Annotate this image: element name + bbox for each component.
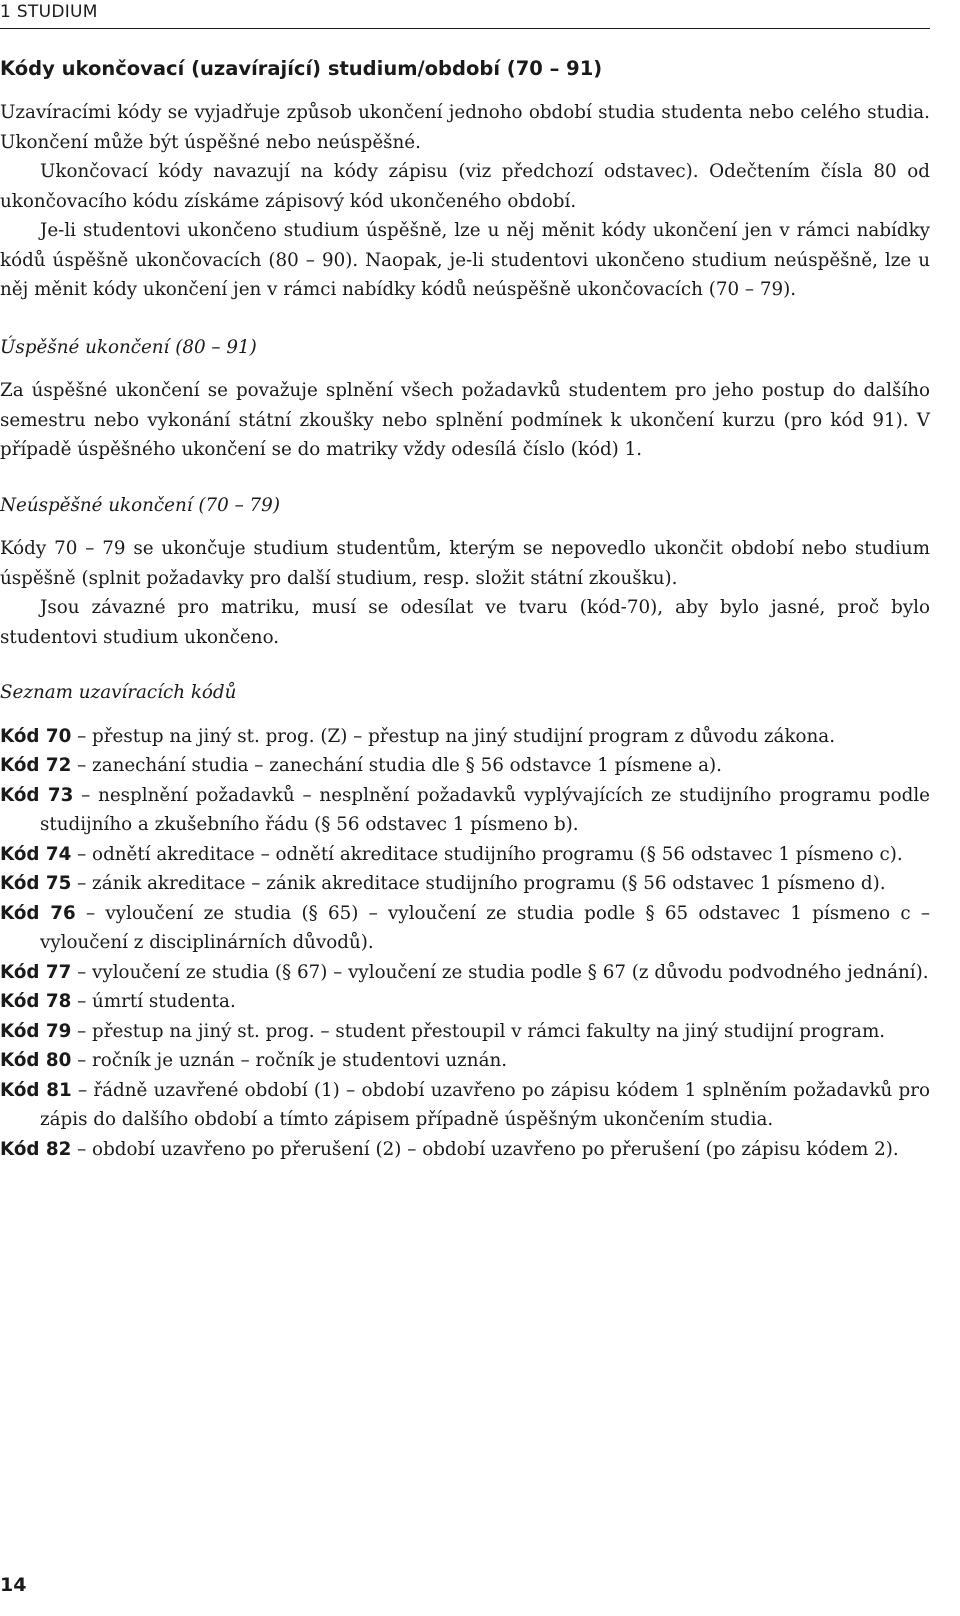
code-label: Kód 80 [0,1050,72,1071]
code-description: – vyloučení ze studia (§ 67) – vyloučení ze studia podle § 67 (z důvodu podvodného jednání). [71,961,929,983]
code-description: – přestup na jiný st. prog. – student přestoupil v rámci fakulty na jiný studijní program. [71,1020,886,1042]
code-label: Kód 78 [0,991,72,1012]
code-description: – přestup na jiný st. prog. (Z) – přestup na jiný studijní program z důvodu zákona. [71,725,836,747]
list-item [0,869,930,899]
list-item [0,1135,930,1165]
code-label: Kód 79 [0,1020,72,1042]
code-label: Kód 73 [0,784,74,806]
list-item [0,899,930,958]
code-label: Kód 70 [0,725,72,747]
section-title: Kódy ukončovací (uzavírající) studium/období (70 – 91) [0,57,603,80]
code-description: – úmrtí studenta. [71,991,236,1012]
header-rule [0,28,930,29]
code-label: Kód 75 [0,873,72,894]
code-label: Kód 81 [0,1079,72,1101]
code-description: – zanechání studia – zanechání studia dle § 56 odstavce 1 písmene a). [71,755,722,776]
code-label: Kód 72 [0,755,72,776]
list-item [0,1046,930,1076]
list-item [0,722,930,752]
list-item [0,840,930,870]
content [0,54,930,1164]
success-heading: Úspěšné ukončení (80 – 91) [0,336,257,358]
code-description: – řádně uzavřené období (1) – období uzavřeno po zápisu kódem 1 splněním požadavků pro zápis do dalšího období a tímto zápisem případně úspěšným ukončením studia. [40,1079,930,1130]
list-item [0,1017,930,1047]
code-label: Kód 77 [0,961,72,983]
list-item [0,781,930,840]
list-item [0,1076,930,1135]
code-description: – období uzavřeno po přerušení (2) – období uzavřeno po přerušení (po zápisu kódem 2). [71,1138,899,1160]
list-item [0,751,930,781]
failure-heading: Neúspěšné ukončení (70 – 79) [0,494,280,516]
code-description: – vyloučení ze studia (§ 65) – vyloučení ze studia podle § 65 odstavec 1 písmeno c – vyloučení z disciplinárních důvodů). [40,902,930,953]
intro-paragraph-3: Je-li studentovi ukončeno studium úspěšně, lze u něj měnit kódy ukončení jen v rámci nabídky kódů úspěšně ukončovacích (80 – 90). Naopak, je-li studentovi ukončeno studium neúspěšně, lze u něj měnit kódy ukončení jen v rámci nabídky kódů neúspěšně ukončovacích (70 – 79). [0,220,930,300]
code-label: Kód 76 [0,902,76,924]
intro-paragraph-2: Ukončovací kódy navazují na kódy zápisu (viz předchozí odstavec). Odečtením čísla 80 od ukončovacího kódu získáme zápisový kód ukončeného období. [0,161,930,212]
success-paragraph: Za úspěšné ukončení se považuje splnění všech požadavků studentem pro jeho postup do dalšího semestru nebo vykonání státní zkoušky nebo splnění podmínek k ukončení kurzu (pro kód 91). V případě úspěšného ukončení se do matriky vždy odesílá číslo (kód) 1. [0,380,930,460]
failure-paragraph-2: Jsou závazné pro matriku, musí se odesílat ve tvaru (kód-70), aby bylo jasné, proč bylo studentovi studium ukončeno. [0,597,930,648]
list-item [0,958,930,988]
page-number: 14 [0,1574,27,1596]
failure-paragraph-1: Kódy 70 – 79 se ukončuje studium studentům, kterým se nepovedlo ukončit období nebo studium úspěšně (splnit požadavky pro další studium, resp. složit státní zkoušku). [0,538,930,589]
code-label: Kód 82 [0,1138,72,1160]
list-item [0,987,930,1017]
codes-list [0,722,930,1165]
intro-paragraph-1: Uzavíracími kódy se vyjadřuje způsob ukončení jednoho období studia studenta nebo celého studia. Ukončení může být úspěšné nebo neúspěšné. [0,102,930,153]
code-description: – odnětí akreditace – odnětí akreditace studijního programu (§ 56 odstavec 1 písmeno c). [71,843,903,865]
code-description: – ročník je uznán – ročník je studentovi uznán. [71,1050,508,1071]
running-header: 1 STUDIUM [0,2,98,22]
code-description: – nesplnění požadavků – nesplnění požadavků vyplývajících ze studijního programu podle studijního a zkušebního řádu (§ 56 odstavec 1 písmeno b). [40,784,931,835]
code-label: Kód 74 [0,843,72,865]
codes-heading: Seznam uzavíracích kódů [0,682,237,703]
code-description: – zánik akreditace – zánik akreditace studijního programu (§ 56 odstavec 1 písmeno d). [71,873,886,894]
